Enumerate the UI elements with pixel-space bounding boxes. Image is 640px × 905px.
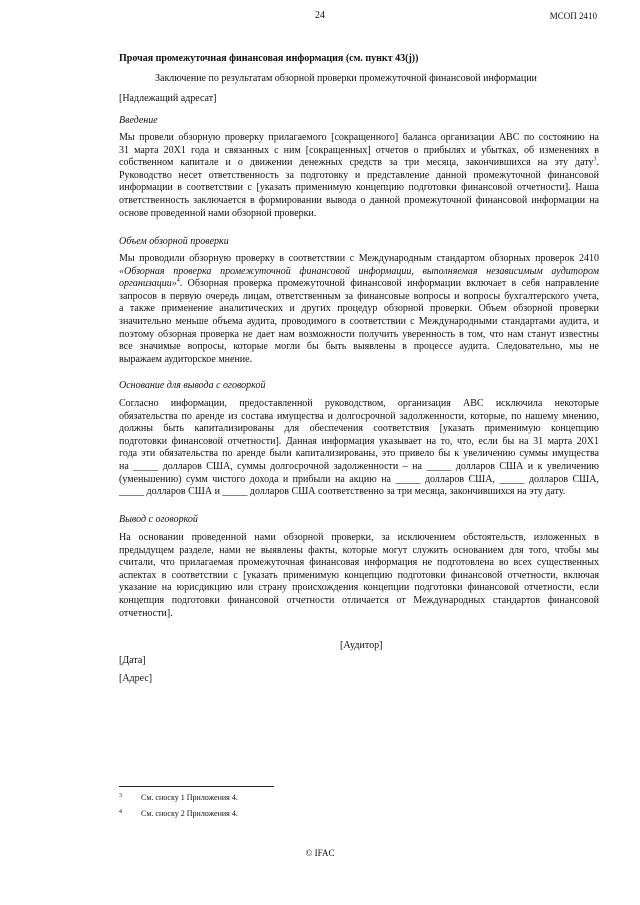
text-line: аспектах в соответствии с [указать применимую концепцию подготовки финансовой отчетности, включая — [119, 569, 599, 581]
text-line: обязательства по аренде из состава имущества и долгосрочной задолженности, которые, по нашему мнению, — [119, 410, 599, 422]
footnote-ref: 3 — [593, 156, 597, 163]
report-subtitle: Заключение по результатам обзорной проверки промежуточной финансовой информации — [155, 73, 537, 84]
text-line: а также применение аналитических и других процедур обзорной проверки. Объем обзорной проверки — [119, 303, 599, 315]
text-line: указание на юрисдикцию или страну происхождения концепции подготовки финансовой отчетности, если — [119, 582, 599, 594]
text-line: (уменьшению) сумм чистого дохода и прибыли на акцию на _____ долларов США, _____ долларов США, — [119, 473, 599, 485]
footnote-text: См. сноску 1 Приложения 4. — [141, 793, 238, 802]
auditor-signature: [Аудитор] — [340, 640, 383, 651]
footnote-mark: 3 — [119, 793, 122, 799]
footnote-divider — [119, 786, 274, 787]
heading-intro: Введение — [119, 115, 158, 126]
text-line: года эти обязательства по аренде были капитализированы, это привело бы к увеличению суммы имущества — [119, 448, 599, 460]
text-line: поэтому обзорная проверка не дает нам возможности получить уверенность в том, что нам станут известны — [119, 328, 599, 340]
text-line: предыдущем разделе, нами не выявлены факты, которые могут служить основанием для того, чтобы мы — [119, 544, 599, 556]
heading-conclusion: Вывод с оговоркой — [119, 514, 198, 525]
text-line: отчетности]. — [119, 607, 173, 619]
text-line: должны быть капитализированы для обеспечения соответствия [указать применимую концепцию — [119, 423, 599, 435]
address-placeholder: [Адрес] — [119, 673, 153, 684]
text-line: Мы проводили обзорную проверку в соответствии с Международным стандартом обзорных проверок 2410 — [119, 253, 599, 264]
text-line: запросов в первую очередь лицам, ответственным за финансовые вопросы и вопросы бухгалтерского учета, — [119, 290, 599, 302]
footnote — [119, 793, 238, 802]
text-line: Мы провели обзорную проверку прилагаемого [сокращенного] баланса организации ABC по состоянию на — [119, 132, 599, 143]
text-line: «Обзорная проверка промежуточной финансовой информации, выполняемая независимым аудитором — [119, 265, 599, 277]
text-line: ответственность заключается в формировании вывода о данной промежуточной финансовой информации на — [119, 194, 599, 206]
paragraph-basis — [119, 398, 599, 499]
text-line: значительно меньше объема аудита, проводимого в соответствии с Международными стандартами аудита, и — [119, 315, 599, 327]
text-line: на _____ долларов США, суммы долгосрочной задолженности – на _____ долларов США и к увеличению — [119, 460, 599, 472]
page-number: 24 — [315, 10, 325, 21]
text-line: Руководство несет ответственность за подготовку и представление данной промежуточной финансовой — [119, 169, 599, 181]
text-line: организации»$^4$. Обзорная проверка промежуточной финансовой информации включает в себя направление — [119, 277, 599, 290]
paragraph-scope — [119, 253, 599, 366]
text-line: подготовки финансовой отчетности]. Данная информация указывает на то, что, если бы на 31 марта 20X1 — [119, 435, 599, 447]
text-line: концепция подготовки финансовой отчетности отличается от Международных стандартов финансовой — [119, 594, 599, 606]
document-title: Прочая промежуточная финансовая информация (см. пункт 43(j)) — [119, 53, 419, 64]
text-line: собственном капитале и о движении денежных средств за три месяца, закончившихся на эту дату$^3$. — [119, 156, 599, 169]
date-placeholder: [Дата] — [119, 655, 146, 666]
footnote-ref: 4 — [176, 277, 180, 284]
text-line: Согласно информации, предоставленной руководством, организация ABC исключила некоторые — [119, 398, 599, 409]
text-line: 31 марта 20X1 года и связанных с ним [сокращенных] отчетов о прибылях и убытках, об изменениях в — [119, 144, 599, 156]
heading-scope: Объем обзорной проверки — [119, 236, 229, 247]
footnote-mark: 4 — [119, 809, 122, 815]
text-line: _____ долларов США и _____ долларов США соответственно за три месяца, закончившихся на эту дату. — [119, 486, 566, 498]
copyright-footer: © IFAC — [305, 848, 335, 858]
text-line: все значимые вопросы, которые могли бы быть выявлены в процессе аудита. Следовательно, мы не — [119, 341, 599, 353]
text-line: На основании проведенной нами обзорной проверки, за исключением обстоятельств, изложенных в — [119, 532, 599, 543]
heading-basis: Основание для вывода с оговоркой — [119, 380, 266, 391]
text-line: информации в соответствии с [указать применимую концепцию подготовки финансовой отчетности]. Наша — [119, 182, 599, 194]
paragraph-intro — [119, 132, 599, 220]
text-line: выражаем аудиторское мнение. — [119, 353, 253, 365]
footnote — [119, 809, 238, 818]
text-line: считали, что прилагаемая промежуточная финансовая информация не подготовлена во всех существенных — [119, 557, 599, 569]
footnote-text: См. сноску 2 Приложения 4. — [141, 809, 238, 818]
paragraph-conclusion — [119, 532, 599, 620]
document-code: МСОП 2410 — [549, 11, 597, 21]
text-line: основе проведенной нами обзорной проверки. — [119, 207, 317, 219]
addressee: [Надлежащий адресат] — [119, 93, 217, 104]
